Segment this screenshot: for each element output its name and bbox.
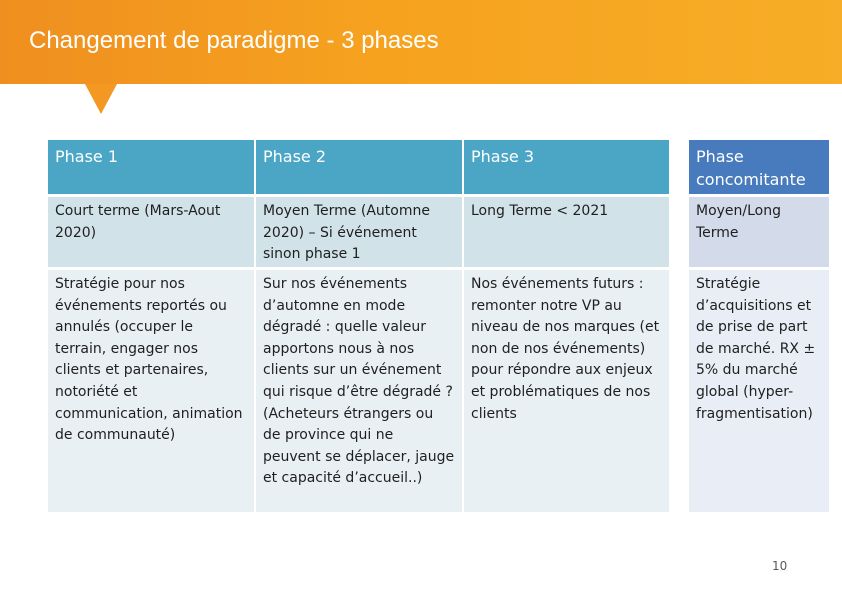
cell-row2-phase1: Stratégie pour nos événements reportés ou annulés (occuper le terrain, engager nos clients et partenaires, notoriété et communication, animation de communauté) xyxy=(48,270,254,512)
header-phase-concomitante: Phase concomitante xyxy=(689,140,829,194)
cell-row1-concomitante: Moyen/Long Terme xyxy=(689,197,829,267)
title-pointer-arrow xyxy=(85,84,117,114)
header-phase-3: Phase 3 xyxy=(464,140,669,194)
cell-row1-phase1: Court terme (Mars-Aout 2020) xyxy=(48,197,254,267)
cell-row2-concomitante: Stratégie d’acquisitions et de prise de part de marché. RX ± 5% du marché global (hyper-fragmentisation) xyxy=(689,270,829,512)
cell-row1-phase2: Moyen Terme (Automne 2020) – Si événement sinon phase 1 xyxy=(256,197,462,267)
cell-row1-phase3: Long Terme < 2021 xyxy=(464,197,669,267)
cell-row2-phase3: Nos événements futurs : remonter notre VP au niveau de nos marques (et non de nos événements) pour répondre aux enjeux et problématiques de nos clients xyxy=(464,270,669,512)
page-number: 10 xyxy=(772,559,788,573)
header-phase-2: Phase 2 xyxy=(256,140,462,194)
header-phase-1: Phase 1 xyxy=(48,140,254,194)
slide-title: Changement de paradigme - 3 phases xyxy=(29,27,439,54)
cell-row2-phase2: Sur nos événements d’automne en mode dégradé : quelle valeur apportons nous à nos clients sur un événement qui risque d’être dégradé ? (Acheteurs étrangers ou de province qui ne peuvent se déplacer, jauge et capacité d’accueil..) xyxy=(256,270,462,512)
